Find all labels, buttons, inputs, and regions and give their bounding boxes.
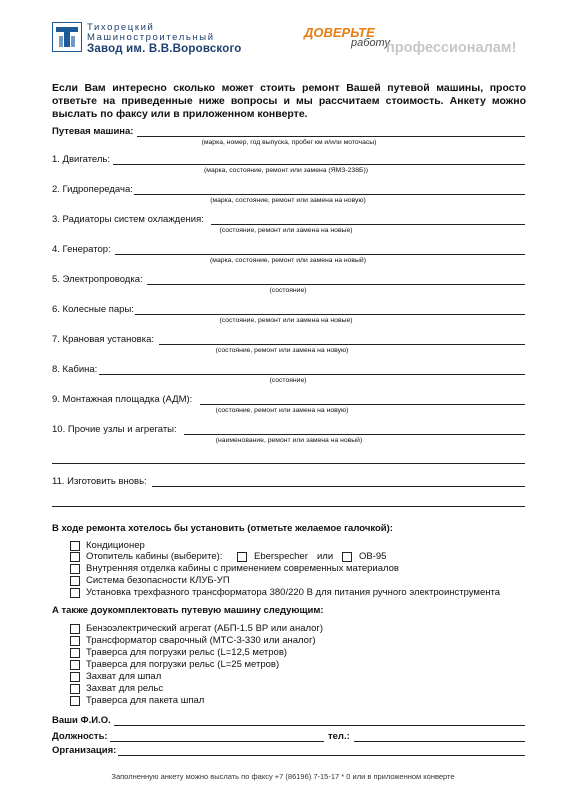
organization-line[interactable] <box>118 755 525 756</box>
field-hint: (состояние) <box>269 287 307 294</box>
field-hint: (состояние) <box>269 377 307 384</box>
field-hint: (состояние, ремонт или замена на новые) <box>219 227 353 234</box>
checkbox-welding-transformer[interactable] <box>70 636 80 646</box>
field-label: 3. Радиаторы систем охлаждения: <box>52 214 204 225</box>
heater-or-text: или <box>317 551 334 562</box>
field-line[interactable] <box>99 374 525 375</box>
field-11-line-2[interactable] <box>52 506 525 507</box>
checkbox-generator-unit[interactable] <box>70 624 80 634</box>
heater-option-eberspecher: Eberspecher <box>254 551 308 562</box>
checkbox-air-conditioner[interactable] <box>70 541 80 551</box>
field-line[interactable] <box>184 434 525 435</box>
field-hint: (марка, состояние, ремонт или замена (ЯМЗ-238Б)) <box>204 167 368 174</box>
checkbox-traverse-12[interactable] <box>70 648 80 658</box>
slogan-trust: ДОВЕРЬТЕ <box>304 25 375 40</box>
position-label: Должность: <box>52 731 108 742</box>
extra-item: Траверса для погрузки рельс (L=25 метров) <box>86 659 280 670</box>
intro-paragraph: Если Вам интересно сколько может стоить ремонт Вашей путевой машины, просто ответьте на приведенные ниже вопросы и мы рассчитаем стоимость. Анкету можно выслать по факсу или в приложенном конверте. <box>52 82 526 120</box>
field-hint: (состояние, ремонт или замена на новые) <box>219 317 353 324</box>
field-label: 9. Монтажная площадка (АДМ): <box>52 394 193 405</box>
company-name-line1: Тихорецкий <box>87 22 155 33</box>
company-name-line3: Завод им. В.В.Воровского <box>87 43 242 55</box>
extra-item: Траверса для пакета шпал <box>86 695 205 706</box>
field-line[interactable] <box>135 314 525 315</box>
field-line[interactable] <box>113 164 525 165</box>
field-11-line[interactable] <box>152 486 525 487</box>
position-line[interactable] <box>110 741 324 742</box>
install-item: Система безопасности КЛУБ-УП <box>86 575 230 586</box>
field-label: 8. Кабина: <box>52 364 98 375</box>
install-item: Внутренняя отделка кабины с применением современных материалов <box>86 563 399 574</box>
install-item: Кондиционер <box>86 540 145 551</box>
field-line[interactable] <box>147 284 525 285</box>
checkbox-sleeper-grip[interactable] <box>70 672 80 682</box>
field-label: 6. Колесные пары: <box>52 304 134 315</box>
field-line[interactable] <box>134 194 525 195</box>
slogan-work: работу <box>351 37 390 49</box>
field-line[interactable] <box>200 404 525 405</box>
install-heading: В ходе ремонта хотелось бы установить (отметьте желаемое галочкой): <box>52 523 393 534</box>
phone-line[interactable] <box>354 741 525 742</box>
extra-item: Бензоэлектрический агрегат (АБП-1.5 ВР или аналог) <box>86 623 324 634</box>
field-line[interactable] <box>211 224 525 225</box>
field-hint: (состояние, ремонт или замена на новую) <box>215 407 349 414</box>
extra-item: Траверса для погрузки рельс (L=12,5 метров) <box>86 647 288 658</box>
extra-item: Захват для рельс <box>86 683 164 694</box>
extra-heading: А также доукомплектовать путевую машину следующим: <box>52 605 324 616</box>
field-hint: (состояние, ремонт или замена на новую) <box>215 347 349 354</box>
extra-item: Трансформатор сварочный (МТС-3-330 или аналог) <box>86 635 316 646</box>
phone-label: тел.: <box>328 731 350 742</box>
field-label: 1. Двигатель: <box>52 154 111 165</box>
install-item: Установка трехфазного трансформатора 380/220 В для питания ручного электроинструмента <box>86 587 501 598</box>
field-line[interactable] <box>137 136 525 137</box>
checkbox-ov95[interactable] <box>342 552 352 562</box>
heater-option-ov95: ОВ-95 <box>359 551 387 562</box>
field-label: 5. Электропроводка: <box>52 274 143 285</box>
company-logo <box>52 22 82 52</box>
organization-label: Организация: <box>52 745 117 756</box>
field-label: 10. Прочие узлы и агрегаты: <box>52 424 177 435</box>
name-label: Ваши Ф.И.О. <box>52 715 111 726</box>
company-name-line2: Машиностроительный <box>87 32 215 43</box>
checkbox-rail-grip[interactable] <box>70 684 80 694</box>
field-line[interactable] <box>115 254 525 255</box>
field-11-label: 11. Изготовить вновь: <box>52 476 147 487</box>
name-line[interactable] <box>114 725 525 726</box>
slogan-professionals: профессионалам! <box>386 40 517 56</box>
field-hint: (марка, состояние, ремонт или замена на новую) <box>210 197 366 204</box>
field-label: 7. Крановая установка: <box>52 334 154 345</box>
checkbox-eberspecher[interactable] <box>237 552 247 562</box>
extra-item: Захват для шпал <box>86 671 162 682</box>
field-line[interactable] <box>159 344 525 345</box>
checkbox-cabin-heater[interactable] <box>70 552 80 562</box>
checkbox-klub-up[interactable] <box>70 576 80 586</box>
install-item: Отопитель кабины (выберите): <box>86 551 223 562</box>
field-hint: (марка, номер, год выпуска, пробег км и/или моточасы) <box>201 139 377 146</box>
checkbox-transformer[interactable] <box>70 588 80 598</box>
footer-note: Заполненную анкету можно выслать по факсу +7 (86196) 7-15-17 * 0 или в приложенном конверте <box>111 772 455 781</box>
field-label: 4. Генератор: <box>52 244 111 255</box>
checkbox-traverse-25[interactable] <box>70 660 80 670</box>
field-10-line-2[interactable] <box>52 463 525 464</box>
checkbox-cabin-finish[interactable] <box>70 564 80 574</box>
field-label: Путевая машина: <box>52 126 134 137</box>
field-hint: (марка, состояние, ремонт или замена на новый) <box>210 257 366 264</box>
field-hint: (наименование, ремонт или замена на новый) <box>215 437 363 444</box>
field-label: 2. Гидропередача: <box>52 184 133 195</box>
checkbox-sleeper-pack-traverse[interactable] <box>70 696 80 706</box>
